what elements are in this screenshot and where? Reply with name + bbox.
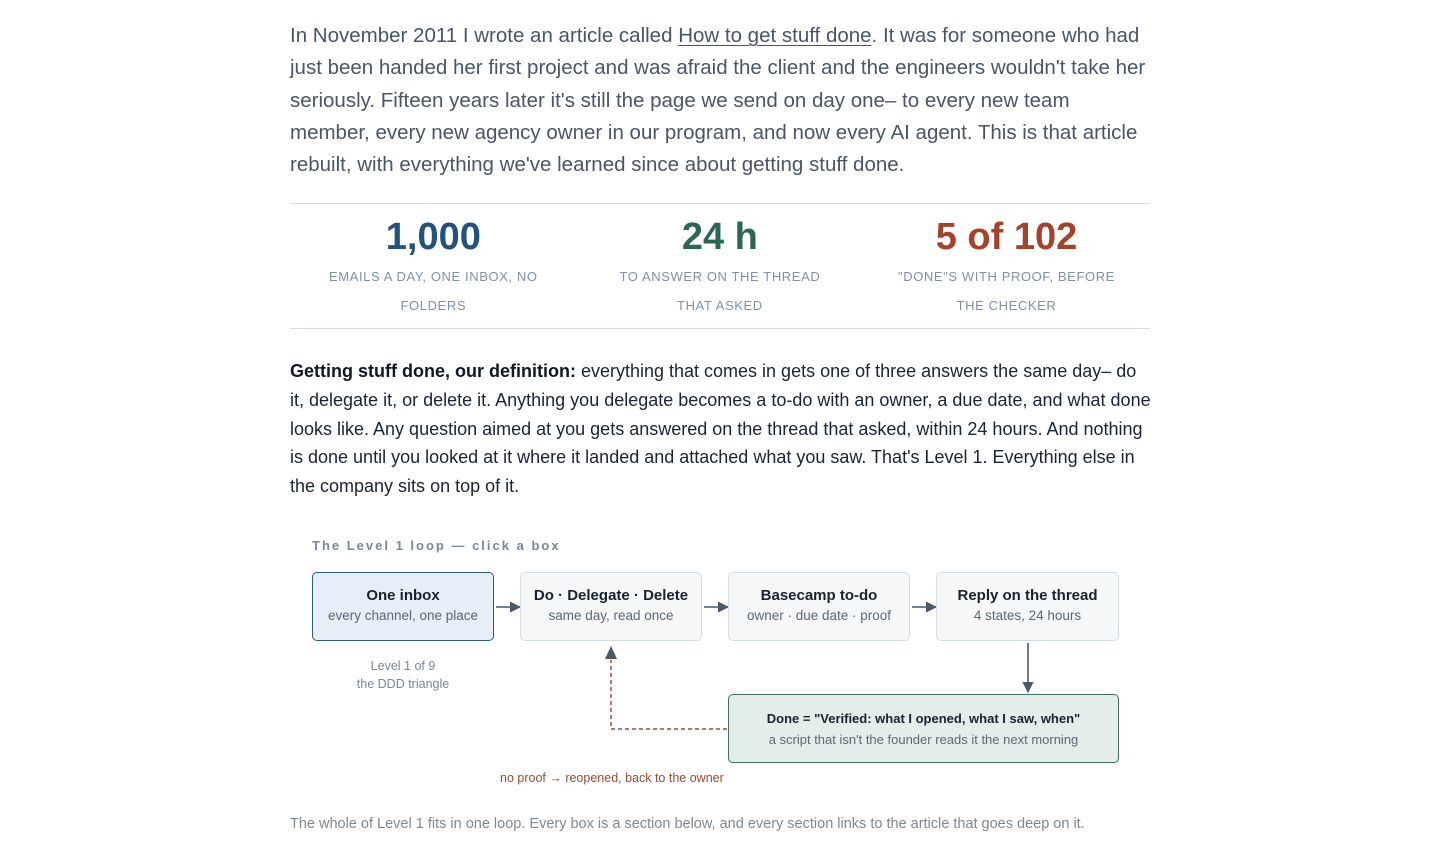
stat-value: 24 h [681, 216, 758, 258]
loop-title: The Level 1 loop — click a box [312, 538, 561, 553]
definition-body: everything that comes in gets one of three answers the same day– do it, delegate it, or delete it. Anything you delegate becomes a to-do with an owner, a due date, and what done looks like. Any question aimed at you gets answered on the thread that asked, within 24 hours. And nothing is done until you looked at it where it landed and attached what you saw. That's Level 1. Everything else in the company sits on top of it. [290, 361, 1151, 497]
stat-done-with-proof [863, 204, 1150, 328]
box-subtitle: 4 states, 24 hours [973, 608, 1082, 623]
reopen-note: no proof → reopened, back to the owner [500, 771, 724, 785]
stat-label: EMAILS A DAY, ONE INBOX, NO FOLDERS [328, 269, 538, 313]
reopen-dashed-line [611, 660, 727, 729]
box-title: One inbox [366, 587, 440, 604]
loop-box-one-inbox[interactable] [312, 572, 494, 641]
loop-footer-note: The whole of Level 1 fits in one loop. Every box is a section below, and every section links to the article that goes deep on it. [290, 816, 1085, 832]
loop-box-done-verified[interactable] [728, 694, 1119, 763]
intro-text-end: . It was for someone who had just been handed her first project and was afraid the client and the engineers wouldn't take her seriously. Fifteen years later it's still the page we send on day one– to every new team member, every new agency owner in our program, and now every AI agent. This is that article rebuilt, with everything we've learned since about getting stuff done. [290, 24, 1146, 177]
loop-box-reply-on-thread[interactable] [936, 572, 1119, 641]
level-note [312, 657, 494, 693]
box-subtitle: every channel, one place [327, 608, 479, 623]
stat-answer-time [577, 204, 864, 328]
stat-label: TO ANSWER ON THE THREAD THAT ASKED [619, 269, 821, 313]
level-note-line: Level 1 of 9 [370, 659, 436, 673]
level-note-line: the DDD triangle [356, 677, 450, 691]
box-title: Basecamp to-do [760, 587, 878, 604]
box-subtitle: same day, read once [548, 608, 674, 623]
box-subtitle: owner · due date · proof [746, 608, 892, 623]
stat-emails [290, 204, 577, 328]
how-to-get-stuff-done-link[interactable]: How to get stuff done [678, 24, 872, 47]
box-title: Done = "Verified: what I opened, what I saw, when" [766, 711, 1081, 726]
box-title: Do · Delegate · Delete [533, 587, 689, 604]
loop-box-basecamp-todo[interactable] [728, 572, 910, 641]
reopen-arrowhead [605, 646, 617, 659]
intro-paragraph [290, 20, 1152, 181]
box-subtitle: a script that isn't the founder reads it the next morning [768, 732, 1079, 747]
stat-value: 1,000 [385, 216, 481, 258]
stats-row [290, 203, 1150, 329]
loop-box-do-delegate-delete[interactable] [520, 572, 702, 641]
stat-value: 5 of 102 [935, 216, 1078, 258]
box-title: Reply on the thread [957, 587, 1098, 604]
definition-lead: Getting stuff done, our definition: [290, 361, 576, 381]
definition-paragraph [290, 357, 1152, 501]
stat-label: "DONE"S WITH PROOF, BEFORE THE CHECKER [898, 269, 1115, 313]
intro-text-start: In November 2011 I wrote an article called [290, 24, 679, 47]
